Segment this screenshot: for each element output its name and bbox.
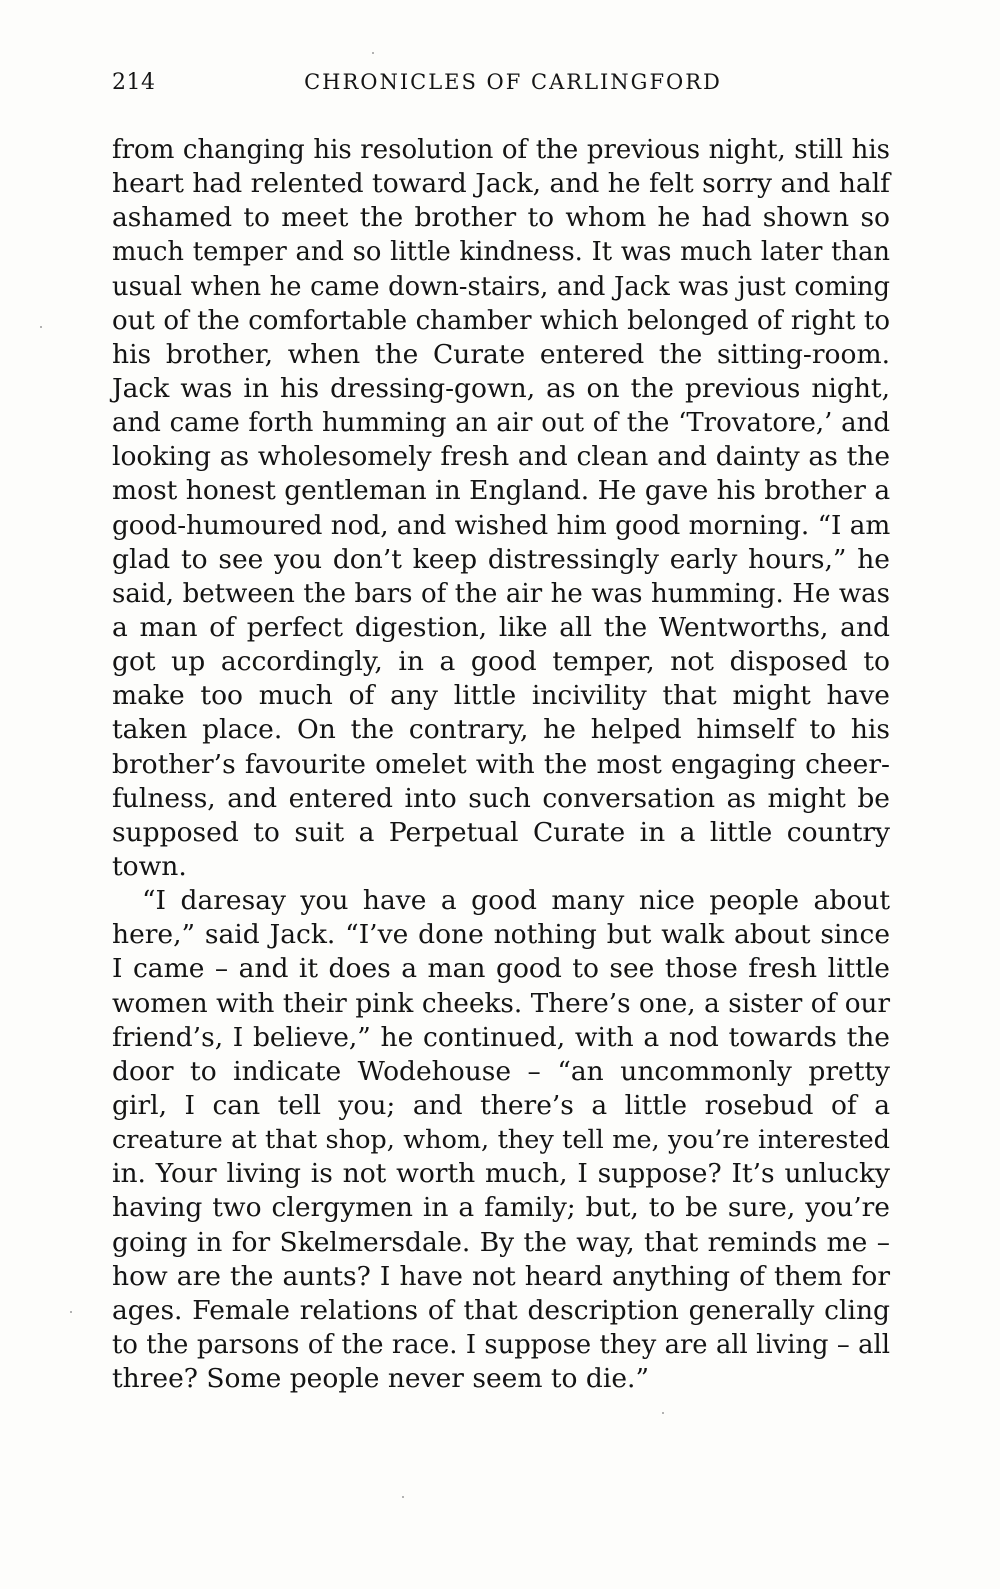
text-line: his brother, when the Curate entered the sitting-room. [112,338,890,370]
text-line: three? Some people never seem to die.” [112,1363,650,1395]
text-line: ages. Female relations of that description generally cling [112,1294,890,1326]
text-line: from changing his resolution of the previous night, still his [112,135,890,165]
page-number: 214 [112,70,156,95]
text-line: out of the comfortable chamber which belonged of right to [112,305,890,336]
text-line: supposed to suit a Perpetual Curate in a little country [112,816,890,848]
text-line: women with their pink cheeks. There’s one, a sister of our [112,988,890,1019]
text-line: friend’s, I believe,” he continued, with a nod towards the [112,1021,890,1053]
paragraph [112,133,890,884]
paragraph [112,884,890,1396]
text-line: in. Your living is not worth much, I suppose? It’s unlucky [112,1158,890,1190]
text-line: “I daresay you have a good many nice people about [142,885,890,917]
text-line: said, between the bars of the air he was humming. He was [112,578,890,609]
text-line: a man of perfect digestion, like all the Wentworths, and [112,611,890,643]
text-line: Jack was in his dressing-gown, as on the previous night, [112,372,890,404]
text-line: creature at that shop, whom, they tell me, you’re interested [112,1125,890,1156]
running-title: CHRONICLES OF CARLINGFORD [304,70,722,94]
text-line: and came forth humming an air out of the ‘Trovatore,’ and [112,408,890,439]
page-header [112,70,890,106]
text-line: ashamed to meet the brother to whom he had shown so [112,202,890,234]
paper-speck [70,1311,72,1313]
text-line: make too much of any little incivility that might have [112,680,890,712]
text-line: got up accordingly, in a good temper, not disposed to [112,646,890,678]
text-line: here,” said Jack. “I’ve done nothing but walk about since [112,919,890,951]
paper-speck [402,1496,404,1498]
paper-speck [372,52,374,54]
text-line: fulness, and entered into such conversation as might be [112,782,890,814]
text-line: brother’s favourite omelet with the most engaging cheer- [112,748,890,780]
text-line: looking as wholesomely fresh and clean and dainty as the [112,441,890,473]
text-line: going in for Skelmersdale. By the way, that reminds me – [112,1226,890,1258]
text-line: town. [112,850,187,882]
text-line: good-humoured nod, and wished him good morning. “I am [112,510,891,541]
text-line: having two clergymen in a family; but, to be sure, you’re [112,1192,890,1224]
text-line: girl, I can tell you; and there’s a little rosebud of a [112,1089,890,1121]
paper-speck [40,326,42,328]
text-line: most honest gentleman in England. He gave his brother a [112,475,891,507]
text-line: I came – and it does a man good to see those fresh little [112,953,890,985]
text-line: much temper and so little kindness. It was much later than [112,237,890,268]
text-line: how are the aunts? I have not heard anything of them for [112,1260,890,1292]
text-line: usual when he came down-stairs, and Jack was just coming [112,271,890,302]
text-line: heart had relented toward Jack, and he felt sorry and half [112,168,890,200]
text-line: glad to see you don’t keep distressingly early hours,” he [112,543,890,575]
paper-speck [662,1412,664,1414]
body-text [112,133,890,1396]
text-line: door to indicate Wodehouse – “an uncommonly pretty [112,1055,890,1087]
text-line: to the parsons of the race. I suppose they are all living – all [112,1329,890,1360]
text-line: taken place. On the contrary, he helped himself to his [112,714,890,746]
